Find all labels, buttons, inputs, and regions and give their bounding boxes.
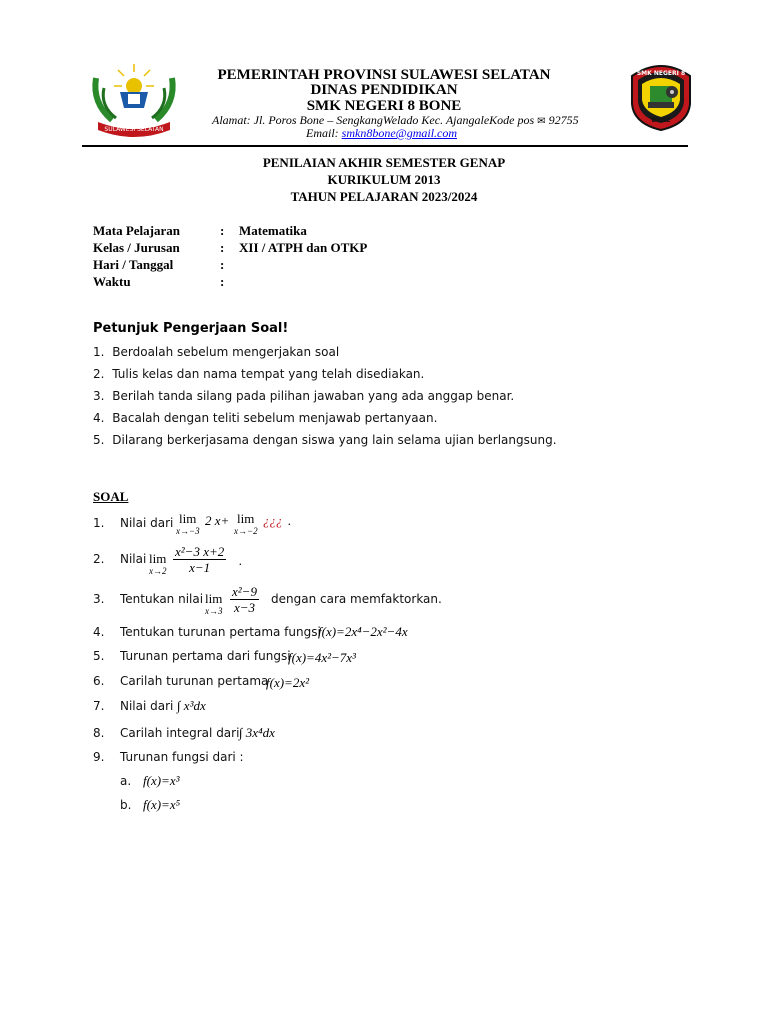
question-number: 9.: [93, 750, 105, 764]
info-label: Kelas / Jurusan: [93, 240, 180, 255]
instruction-number: 5.: [93, 433, 105, 447]
lim-subscript: x→−3: [176, 526, 200, 536]
instruction-number: 4.: [93, 411, 105, 425]
instruction-text: Tulis kelas dan nama tempat yang telah disediakan.: [112, 367, 425, 381]
numerator: x²−9: [232, 584, 257, 599]
exam-year: TAHUN PELAJARAN 2023/2024: [290, 189, 478, 204]
info-table: [93, 223, 493, 291]
question-number: 8.: [93, 726, 105, 740]
address-text: Alamat: Jl. Poros Bone – SengkangWelado Kec. AjangaleKode pos: [212, 113, 535, 127]
math-expression: f(x)=2x⁴−2x²−4x: [318, 624, 408, 639]
header-divider: [82, 145, 688, 147]
lim-symbol: lim: [237, 511, 255, 526]
question-text: Tentukan turunan pertama fungsi: [120, 625, 321, 639]
question-number: 1.: [93, 516, 105, 530]
info-row: [93, 223, 493, 240]
question-8: [93, 726, 693, 746]
email-line: [306, 126, 457, 140]
question-text: Carilah integral dari: [120, 726, 240, 740]
school-logo-top-text: SMK NEGERI 8: [636, 70, 686, 77]
school-logo-bottom-text: BONE: [651, 117, 671, 124]
question-text: Carilah turunan pertama: [120, 674, 269, 688]
question-number: 5.: [93, 649, 105, 663]
denominator: x−1: [189, 560, 211, 575]
instruction-text: Berilah tanda silang pada pilihan jawaban yang ada anggap benar.: [112, 389, 515, 403]
sub-question-label: a.: [120, 774, 132, 788]
lim-symbol: lim: [149, 551, 167, 566]
question-number: 6.: [93, 674, 105, 688]
instructions-title: Petunjuk Pengerjaan Soal!: [93, 321, 289, 336]
question-end: .: [288, 513, 292, 528]
question-text: Nilai dari: [120, 516, 174, 530]
info-label: Hari / Tanggal: [93, 257, 174, 272]
instruction-number: 2.: [93, 367, 105, 381]
instruction-number: 3.: [93, 389, 105, 403]
instruction-text: Berdoalah sebelum mengerjakan soal: [112, 345, 340, 359]
question-7: [93, 699, 693, 719]
info-sep: :: [220, 257, 225, 272]
exam-curriculum: KURIKULUM 2013: [327, 172, 441, 187]
question-text: Tentukan nilai: [120, 592, 204, 606]
question-number: 3.: [93, 592, 105, 606]
question-number: 7.: [93, 699, 105, 713]
math-expression: f(x)=x³: [143, 773, 180, 788]
question-text: Nilai: [120, 552, 147, 566]
question-1: [93, 510, 693, 538]
math-expression: f(x)=x⁵: [143, 797, 181, 812]
lim-subscript: x→2: [149, 566, 167, 576]
instruction-item: [93, 345, 339, 359]
gov-name: PEMERINTAH PROVINSI SULAWESI SELATAN: [217, 67, 551, 83]
question-3: [93, 583, 693, 619]
question-9: [93, 750, 693, 770]
school-name: SMK NEGERI 8 BONE: [306, 98, 462, 114]
info-row: [93, 274, 493, 291]
email-link[interactable]: smkn8bone@gmail.com: [341, 126, 458, 140]
fraction: [173, 544, 226, 575]
info-label: Mata Pelajaran: [93, 223, 181, 238]
math-expression: f(x)=4x²−7x³: [288, 650, 356, 665]
province-logo-text: SULAWESI SELATAN: [104, 126, 164, 133]
info-sep: :: [220, 274, 225, 289]
info-value: XII / ATPH dan OTKP: [239, 240, 368, 255]
instruction-number: 1.: [93, 345, 105, 359]
info-sep: :: [220, 223, 225, 238]
question-text-after: dengan cara memfaktorkan.: [271, 592, 442, 606]
instruction-item: [93, 389, 514, 403]
question-number: 4.: [93, 625, 105, 639]
question-number: 2.: [93, 552, 105, 566]
postal-code: 92755: [548, 113, 579, 127]
exam-title: PENILAIAN AKHIR SEMESTER GENAP: [262, 155, 506, 170]
agency-name: DINAS PENDIDIKAN: [310, 82, 458, 98]
envelope-icon: ✉: [537, 116, 546, 127]
info-row: [93, 257, 493, 274]
soal-title: SOAL: [93, 489, 129, 504]
question-5: [93, 649, 693, 669]
question-text: Turunan fungsi dari :: [120, 750, 244, 764]
lim-subscript: x→3: [205, 606, 223, 616]
instruction-item: [93, 433, 557, 447]
sub-question-label: b.: [120, 798, 132, 812]
lim-subscript: x→−2: [234, 526, 258, 536]
question-6: [93, 674, 693, 694]
math-expression: f(x)=2x²: [266, 675, 309, 690]
question-2: [93, 543, 693, 579]
math-expression: 2 x+: [205, 513, 230, 528]
lim-symbol: lim: [205, 591, 223, 606]
instruction-text: Dilarang berkerjasama dengan siswa yang lain selama ujian berlangsung.: [112, 433, 557, 447]
question-text: Turunan pertama dari fungsi: [120, 649, 291, 663]
denominator: x−3: [233, 600, 255, 615]
integral-expression: ∫ x³dx: [177, 698, 206, 713]
info-sep: :: [220, 240, 225, 255]
integral-expression: ∫ 3x⁴dx: [239, 725, 275, 740]
instruction-item: [93, 367, 424, 381]
info-label: Waktu: [93, 274, 131, 289]
sub-question: [120, 774, 420, 794]
question-4: [93, 625, 693, 645]
info-value: Matematika: [239, 223, 307, 238]
numerator: x²−3 x+2: [175, 544, 225, 559]
instruction-text: Bacalah dengan teliti sebelum menjawab pertanyaan.: [112, 411, 438, 425]
fraction: [230, 584, 259, 615]
sub-question: [120, 798, 420, 818]
question-end: .: [239, 553, 243, 568]
question-text: Nilai dari: [120, 699, 174, 713]
email-label: Email:: [306, 126, 339, 140]
garbled-symbols: ¿¿¿: [263, 513, 283, 528]
info-row: [93, 240, 493, 257]
instruction-item: [93, 411, 437, 425]
lim-symbol: lim: [179, 511, 197, 526]
